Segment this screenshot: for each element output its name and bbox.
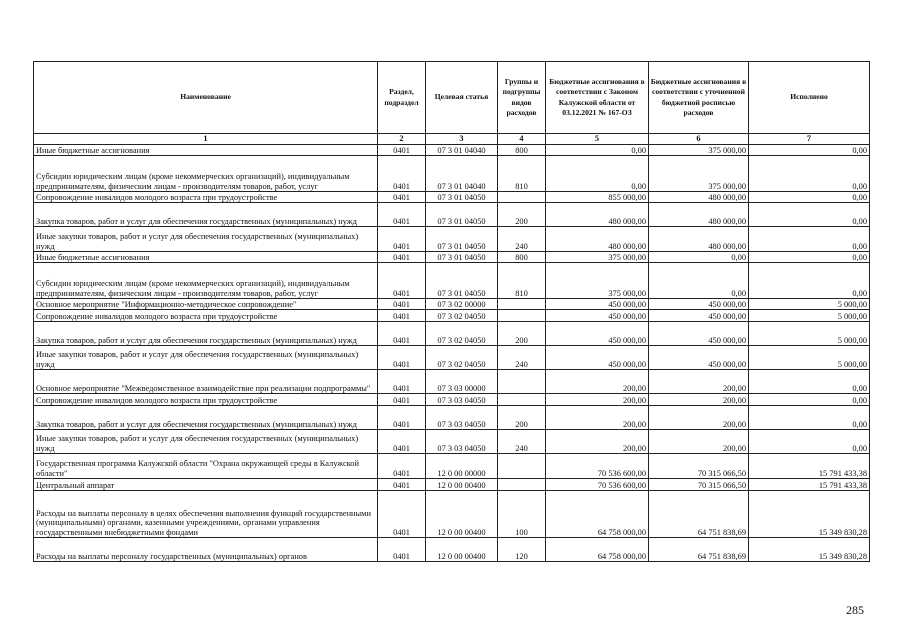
row-article: 07 3 01 04050 [426, 263, 498, 299]
row-refined-amount: 64 751 838,69 [649, 538, 749, 562]
row-section: 0401 [378, 299, 426, 310]
table-row [34, 538, 870, 562]
table-row [34, 430, 870, 454]
column-number: 4 [498, 134, 546, 145]
row-executed-amount: 15 349 830,28 [749, 538, 870, 562]
row-law-amount: 200,00 [546, 370, 649, 394]
row-group: 240 [498, 346, 546, 370]
table-row [34, 156, 870, 192]
row-section: 0401 [378, 322, 426, 346]
row-executed-amount: 0,00 [749, 252, 870, 263]
row-section: 0401 [378, 394, 426, 406]
row-executed-amount: 0,00 [749, 394, 870, 406]
row-executed-amount: 5 000,00 [749, 346, 870, 370]
header-executed: Исполнено [749, 62, 870, 134]
row-name: Сопровождение инвалидов молодого возраста при трудоустройстве [34, 394, 378, 406]
table-row [34, 346, 870, 370]
row-group: 810 [498, 156, 546, 192]
row-group [498, 394, 546, 406]
row-name: Расходы на выплаты персоналу государственных (муниципальных) органов [34, 538, 378, 562]
row-law-amount: 70 536 600,00 [546, 454, 649, 479]
row-executed-amount: 5 000,00 [749, 299, 870, 310]
table-row [34, 310, 870, 322]
column-number: 6 [649, 134, 749, 145]
column-number: 2 [378, 134, 426, 145]
row-refined-amount: 200,00 [649, 394, 749, 406]
row-group: 240 [498, 430, 546, 454]
table-row [34, 203, 870, 227]
row-executed-amount: 0,00 [749, 203, 870, 227]
row-executed-amount: 0,00 [749, 227, 870, 252]
row-group: 240 [498, 227, 546, 252]
row-article: 07 3 01 04050 [426, 252, 498, 263]
row-article: 12 0 00 00400 [426, 538, 498, 562]
row-group [498, 310, 546, 322]
row-name: Основное мероприятие "Информационно-методическое сопровождение" [34, 299, 378, 310]
row-refined-amount: 64 751 838,69 [649, 491, 749, 538]
header-section: Раздел, подраздел [378, 62, 426, 134]
row-group: 100 [498, 491, 546, 538]
row-group [498, 192, 546, 203]
row-law-amount: 70 536 600,00 [546, 479, 649, 491]
row-section: 0401 [378, 192, 426, 203]
column-number: 3 [426, 134, 498, 145]
row-section: 0401 [378, 538, 426, 562]
row-section: 0401 [378, 203, 426, 227]
table-row [34, 406, 870, 430]
row-article: 07 3 01 04050 [426, 192, 498, 203]
row-section: 0401 [378, 430, 426, 454]
column-number: 5 [546, 134, 649, 145]
row-group: 810 [498, 263, 546, 299]
header-refined: Бюджетные ассигнования в соответствии с уточненной бюджетной росписью расходов [649, 62, 749, 134]
row-section: 0401 [378, 252, 426, 263]
row-article: 12 0 00 00000 [426, 454, 498, 479]
row-article: 07 3 01 04040 [426, 156, 498, 192]
row-refined-amount: 375 000,00 [649, 156, 749, 192]
row-refined-amount: 450 000,00 [649, 299, 749, 310]
row-executed-amount: 0,00 [749, 156, 870, 192]
row-article: 07 3 01 04050 [426, 203, 498, 227]
row-section: 0401 [378, 310, 426, 322]
row-article: 07 3 02 00000 [426, 299, 498, 310]
row-section: 0401 [378, 346, 426, 370]
table-row [34, 454, 870, 479]
row-refined-amount: 450 000,00 [649, 322, 749, 346]
row-refined-amount: 450 000,00 [649, 346, 749, 370]
row-law-amount: 64 758 000,00 [546, 491, 649, 538]
row-group: 200 [498, 406, 546, 430]
header-law: Бюджетные ассигнования в соответствии с Законом Калужской области от 03.12.2021 № 167-ОЗ [546, 62, 649, 134]
row-refined-amount: 375 000,00 [649, 145, 749, 156]
row-executed-amount: 0,00 [749, 430, 870, 454]
row-name: Иные закупки товаров, работ и услуг для обеспечения государственных (муниципальных) нужд [34, 227, 378, 252]
row-article: 07 3 03 00000 [426, 370, 498, 394]
row-executed-amount: 0,00 [749, 263, 870, 299]
row-name: Сопровождение инвалидов молодого возраста при трудоустройстве [34, 192, 378, 203]
row-law-amount: 0,00 [546, 145, 649, 156]
row-section: 0401 [378, 227, 426, 252]
row-refined-amount: 450 000,00 [649, 310, 749, 322]
row-section: 0401 [378, 454, 426, 479]
row-article: 07 3 03 04050 [426, 406, 498, 430]
row-refined-amount: 0,00 [649, 263, 749, 299]
row-refined-amount: 200,00 [649, 370, 749, 394]
table-row [34, 394, 870, 406]
row-article: 12 0 00 00400 [426, 479, 498, 491]
table-row [34, 192, 870, 203]
row-executed-amount: 15 791 433,38 [749, 454, 870, 479]
row-section: 0401 [378, 406, 426, 430]
row-refined-amount: 480 000,00 [649, 203, 749, 227]
row-executed-amount: 0,00 [749, 192, 870, 203]
row-article: 07 3 03 04050 [426, 430, 498, 454]
row-article: 07 3 01 04040 [426, 145, 498, 156]
row-article: 07 3 02 04050 [426, 310, 498, 322]
row-executed-amount: 5 000,00 [749, 310, 870, 322]
row-article: 07 3 01 04050 [426, 227, 498, 252]
row-name: Субсидии юридическим лицам (кроме некоммерческих организаций), индивидуальным предпринимателям, физическим лицам - производителям товаров, работ, услуг [34, 156, 378, 192]
row-name: Центральный аппарат [34, 479, 378, 491]
row-law-amount: 450 000,00 [546, 310, 649, 322]
table-row [34, 479, 870, 491]
row-group [498, 299, 546, 310]
row-name: Сопровождение инвалидов молодого возраста при трудоустройстве [34, 310, 378, 322]
row-law-amount: 450 000,00 [546, 299, 649, 310]
row-law-amount: 0,00 [546, 156, 649, 192]
row-refined-amount: 200,00 [649, 430, 749, 454]
row-group: 200 [498, 322, 546, 346]
row-refined-amount: 480 000,00 [649, 227, 749, 252]
table-body [34, 145, 870, 562]
row-law-amount: 64 758 000,00 [546, 538, 649, 562]
column-number-row [34, 134, 870, 145]
row-article: 07 3 02 04050 [426, 346, 498, 370]
row-section: 0401 [378, 370, 426, 394]
row-refined-amount: 70 315 066,50 [649, 479, 749, 491]
row-executed-amount: 0,00 [749, 406, 870, 430]
row-section: 0401 [378, 156, 426, 192]
row-law-amount: 450 000,00 [546, 346, 649, 370]
table-row [34, 263, 870, 299]
row-law-amount: 480 000,00 [546, 203, 649, 227]
row-group [498, 479, 546, 491]
row-group: 800 [498, 252, 546, 263]
row-refined-amount: 0,00 [649, 252, 749, 263]
row-name: Иные закупки товаров, работ и услуг для обеспечения государственных (муниципальных) нужд [34, 430, 378, 454]
row-name: Закупка товаров, работ и услуг для обеспечения государственных (муниципальных) нужд [34, 203, 378, 227]
row-group [498, 454, 546, 479]
row-name: Государственная программа Калужской области "Охрана окружающей среды в Калужской области" [34, 454, 378, 479]
row-law-amount: 375 000,00 [546, 252, 649, 263]
table-row [34, 145, 870, 156]
header-name: Наименование [34, 62, 378, 134]
row-executed-amount: 15 791 433,38 [749, 479, 870, 491]
table-row [34, 322, 870, 346]
column-number: 1 [34, 134, 378, 145]
row-executed-amount: 5 000,00 [749, 322, 870, 346]
row-article: 07 3 02 04050 [426, 322, 498, 346]
table-row [34, 370, 870, 394]
row-refined-amount: 480 000,00 [649, 192, 749, 203]
row-group: 120 [498, 538, 546, 562]
row-name: Закупка товаров, работ и услуг для обеспечения государственных (муниципальных) нужд [34, 406, 378, 430]
row-refined-amount: 70 315 066,50 [649, 454, 749, 479]
row-section: 0401 [378, 479, 426, 491]
row-name: Иные бюджетные ассигнования [34, 145, 378, 156]
header-row [34, 62, 870, 134]
row-group: 200 [498, 203, 546, 227]
row-law-amount: 480 000,00 [546, 227, 649, 252]
table-row [34, 491, 870, 538]
page-number: 285 [846, 603, 864, 617]
row-section: 0401 [378, 491, 426, 538]
row-group: 800 [498, 145, 546, 156]
row-section: 0401 [378, 263, 426, 299]
header-article: Целевая статья [426, 62, 498, 134]
row-name: Иные бюджетные ассигнования [34, 252, 378, 263]
row-law-amount: 200,00 [546, 430, 649, 454]
row-name: Закупка товаров, работ и услуг для обеспечения государственных (муниципальных) нужд [34, 322, 378, 346]
row-article: 12 0 00 00400 [426, 491, 498, 538]
row-group [498, 370, 546, 394]
row-refined-amount: 200,00 [649, 406, 749, 430]
table-row [34, 299, 870, 310]
row-executed-amount: 15 349 830,28 [749, 491, 870, 538]
row-law-amount: 375 000,00 [546, 263, 649, 299]
column-number: 7 [749, 134, 870, 145]
header-groups: Группы и подгруппы видов расходов [498, 62, 546, 134]
row-name: Иные закупки товаров, работ и услуг для обеспечения государственных (муниципальных) нужд [34, 346, 378, 370]
row-law-amount: 200,00 [546, 406, 649, 430]
row-name: Основное мероприятие "Межведомственное взаимодействие при реализации подпрограммы" [34, 370, 378, 394]
row-article: 07 3 03 04050 [426, 394, 498, 406]
row-name: Субсидии юридическим лицам (кроме некоммерческих организаций), индивидуальным предпринимателям, физическим лицам - производителям товаров, работ, услуг [34, 263, 378, 299]
budget-table [33, 61, 870, 562]
row-law-amount: 855 000,00 [546, 192, 649, 203]
row-executed-amount: 0,00 [749, 145, 870, 156]
row-name: Расходы на выплаты персоналу в целях обеспечения выполнения функций государственными (муниципальными) органами, казенными учреждениями, органами управления государственными внебюджетными фондами [34, 491, 378, 538]
row-executed-amount: 0,00 [749, 370, 870, 394]
row-law-amount: 450 000,00 [546, 322, 649, 346]
table-row [34, 252, 870, 263]
row-section: 0401 [378, 145, 426, 156]
row-law-amount: 200,00 [546, 394, 649, 406]
table-row [34, 227, 870, 252]
